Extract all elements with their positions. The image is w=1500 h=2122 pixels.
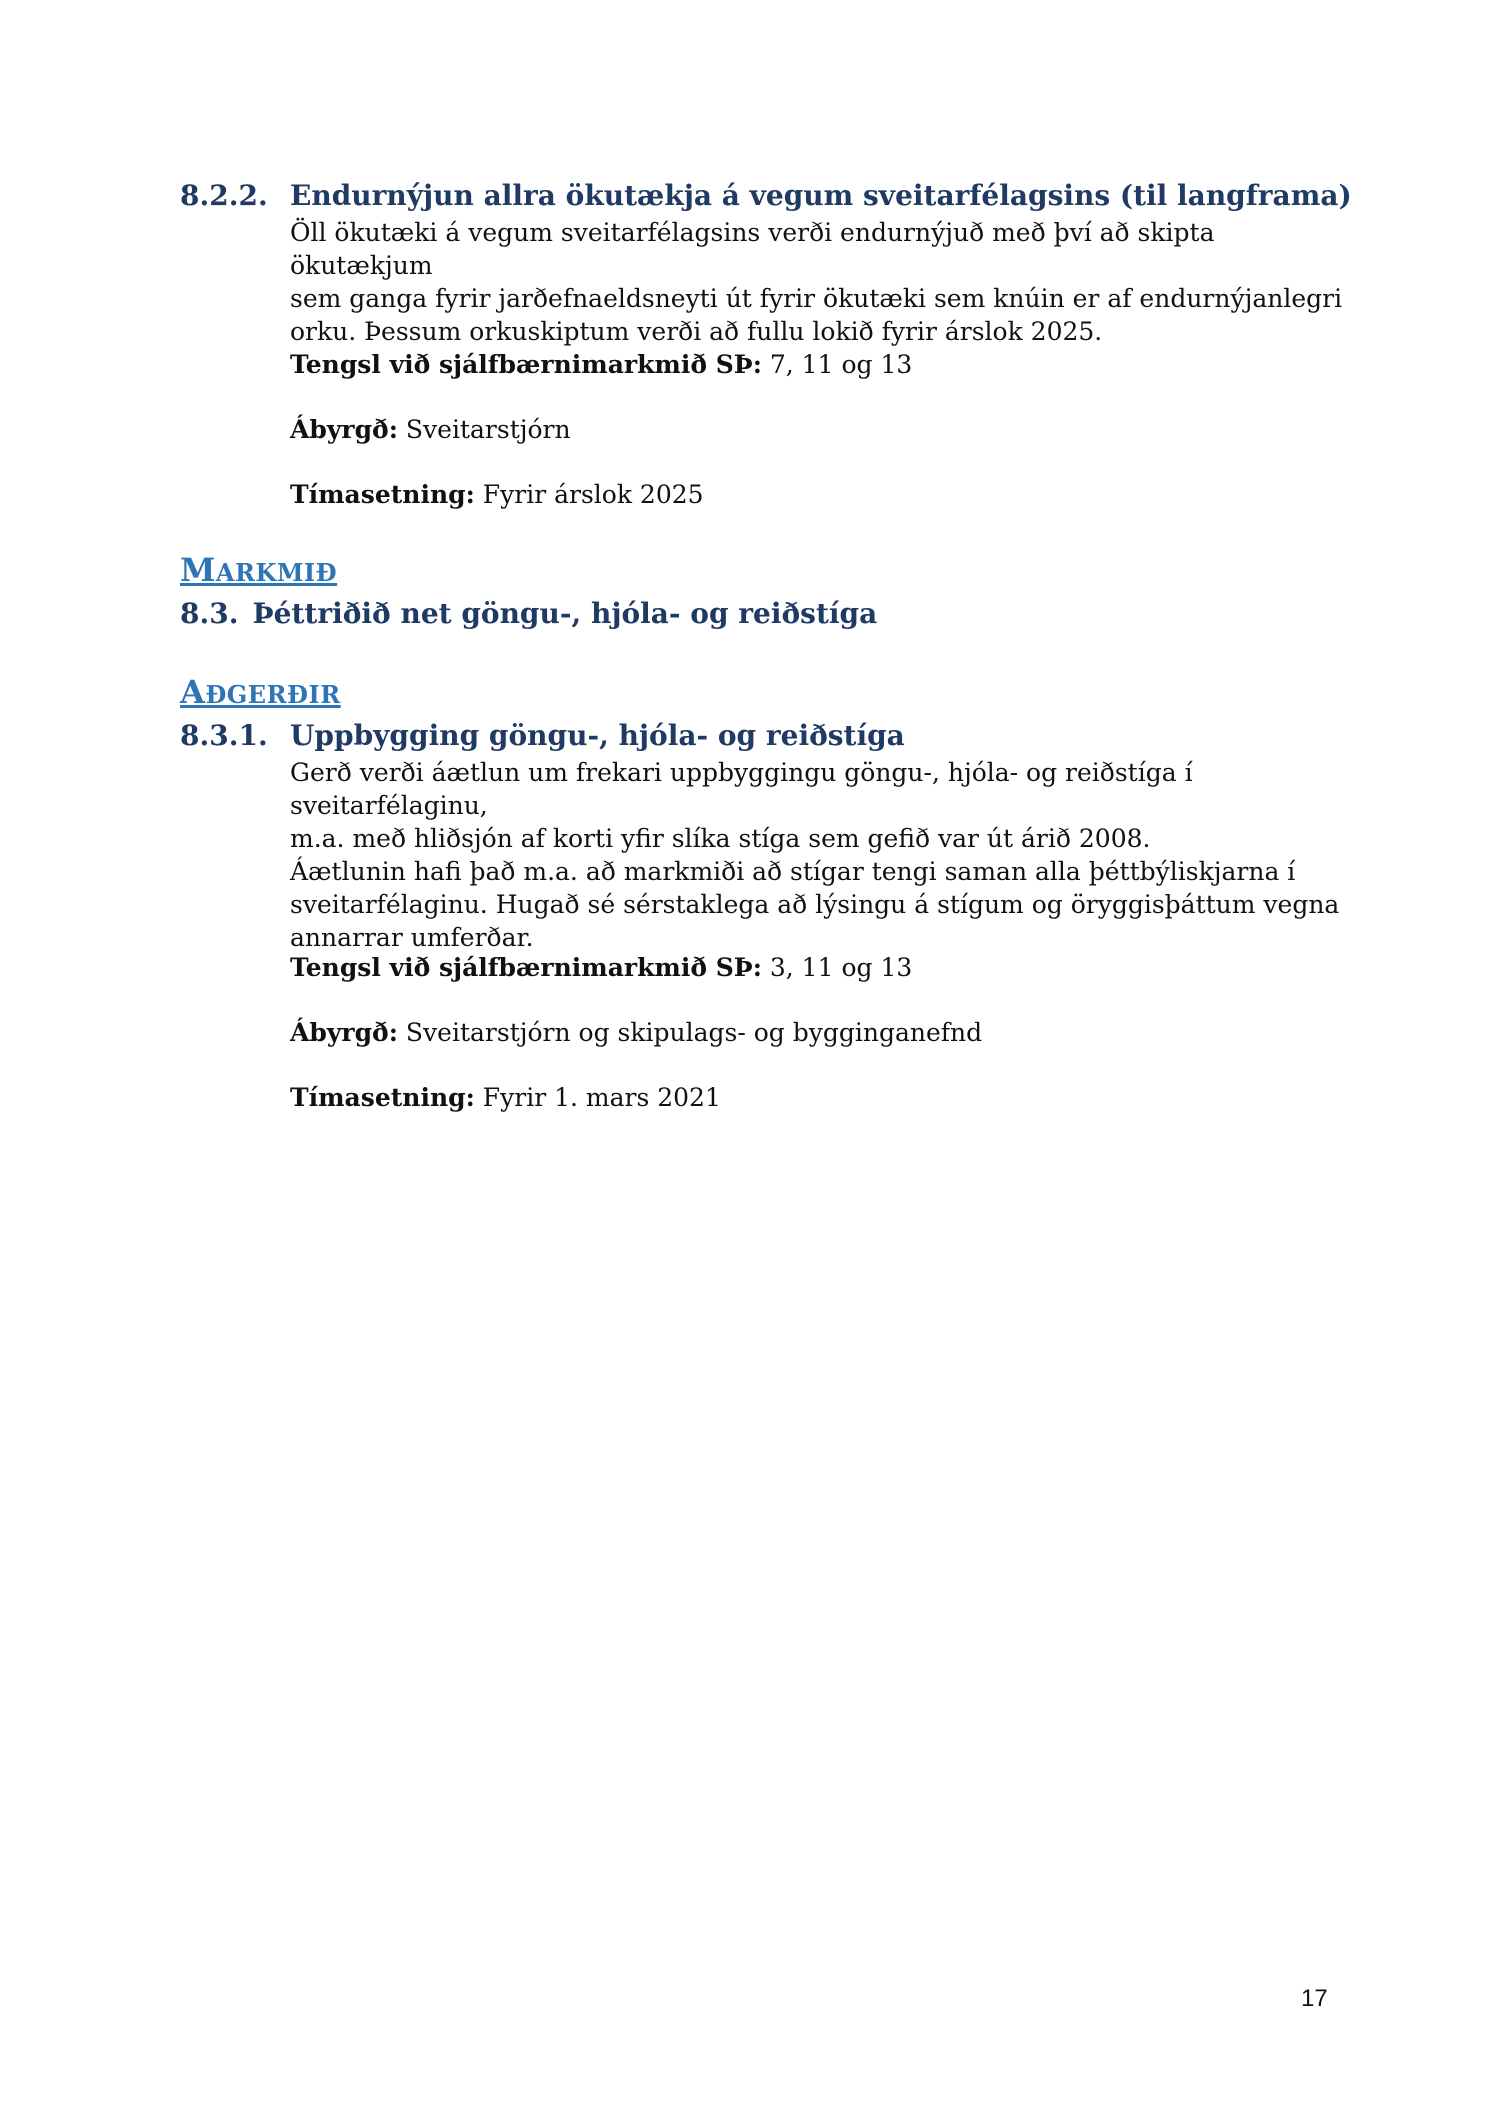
- body-line: Öll ökutæki á vegum sveitarfélagsins verði endurnýjuð með því að skipta ökutækjum: [290, 218, 1215, 280]
- body-line: sveitarfélaginu. Hugað sé sérstaklega að lýsingu á stígum og öryggisþáttum vegna: [290, 890, 1340, 919]
- body-line: m.a. með hliðsjón af korti yfir slíka stíga sem gefið var út árið 2008.: [290, 824, 1151, 853]
- timing-label: Tímasetning:: [290, 1083, 475, 1112]
- item-number: 8.2.2.: [180, 179, 268, 212]
- actions-section-heading: [180, 674, 341, 713]
- heading-first-letter: A: [180, 673, 206, 711]
- responsibility-label: Ábyrgð:: [290, 415, 398, 444]
- heading-rest: ARKMIÐ: [215, 558, 338, 587]
- sdg-label: Tengsl við sjálfbærnimarkmið SÞ:: [290, 350, 762, 379]
- responsibility-line: [290, 413, 571, 446]
- sdg-link-line: [290, 348, 912, 381]
- responsibility-line: [290, 1016, 982, 1049]
- sdg-label: Tengsl við sjálfbærnimarkmið SÞ:: [290, 953, 762, 982]
- body-line: Áætlunin hafi það m.a. að markmiði að stígar tengi saman alla þéttbýliskjarna í: [290, 857, 1296, 886]
- item-number: 8.3.1.: [180, 719, 268, 752]
- goal-8-3-title: [180, 598, 877, 630]
- body-line: orku. Þessum orkuskiptum verði að fullu lokið fyrir árslok 2025.: [290, 317, 1103, 346]
- body-line: annarrar umferðar.: [290, 923, 534, 952]
- heading-first-letter: M: [180, 551, 216, 589]
- timing-line: [290, 1081, 721, 1114]
- responsibility-value: Sveitarstjórn og skipulags- og bygginganefnd: [397, 1018, 983, 1047]
- item-8-2-2-body: [290, 216, 1350, 348]
- responsibility-label: Ábyrgð:: [290, 1018, 398, 1047]
- timing-value: Fyrir 1. mars 2021: [474, 1083, 721, 1112]
- item-title: Endurnýjun allra ökutækja á vegum sveitarfélagsins (til langframa): [290, 179, 1352, 212]
- body-line: sem ganga fyrir jarðefnaeldsneyti út fyrir ökutæki sem knúin er af endurnýjanlegri: [290, 284, 1343, 313]
- goal-number: 8.3.: [180, 597, 239, 630]
- item-title: Uppbygging göngu-, hjóla- og reiðstíga: [290, 719, 905, 752]
- goal-section-heading: [180, 552, 337, 591]
- body-line: Gerð verði áætlun um frekari uppbyggingu göngu-, hjóla- og reiðstíga í sveitarfélaginu,: [290, 758, 1193, 820]
- timing-line: [290, 478, 704, 511]
- responsibility-value: Sveitarstjórn: [397, 415, 571, 444]
- sdg-value: 3, 11 og 13: [761, 953, 913, 982]
- page-number: 17: [1301, 1985, 1328, 2012]
- sdg-link-line: [290, 951, 912, 984]
- heading-rest: ÐGERÐIR: [205, 680, 341, 709]
- timing-value: Fyrir árslok 2025: [474, 480, 704, 509]
- goal-text: Þéttriðið net göngu-, hjóla- og reiðstíga: [252, 597, 878, 630]
- sdg-value: 7, 11 og 13: [761, 350, 913, 379]
- timing-label: Tímasetning:: [290, 480, 475, 509]
- item-8-3-1-body: [290, 756, 1350, 954]
